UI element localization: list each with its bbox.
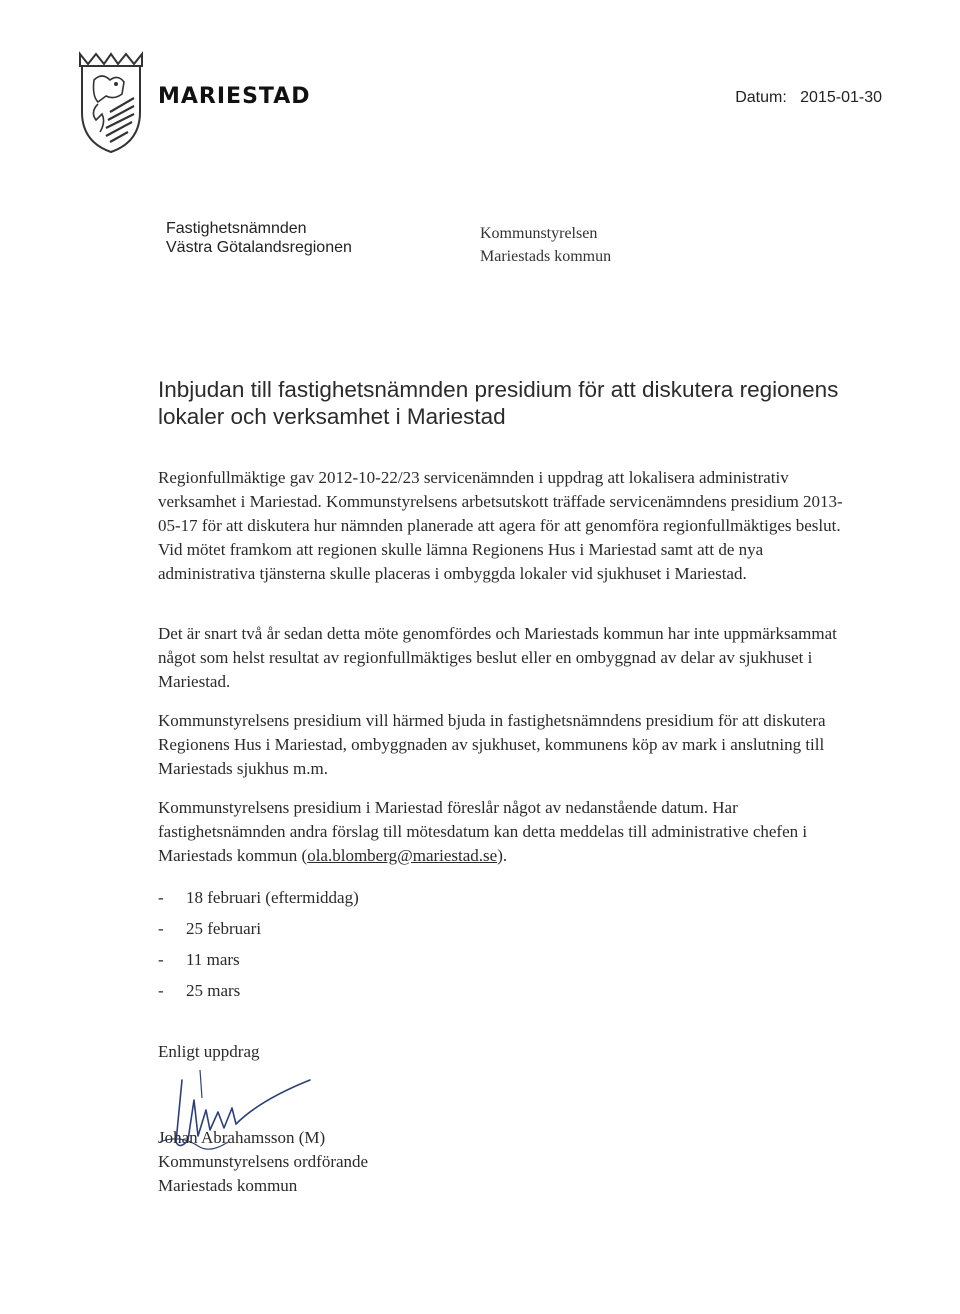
recipient-address [480,222,611,268]
signer-name: Johan Abrahamsson (M) [158,1128,326,1147]
sender-address [166,219,352,257]
recipient-line-1: Kommunstyrelsen [480,225,598,242]
body-paragraph-3: Kommunstyrelsens presidium vill härmed bjuda in fastighetsnämndens presidium för att diskutera Regionens Hus i Mariestad, ombyggnaden av sjukhuset, kommunens köp av mark i anslutning till Mariestads sjukhus m.m. [158,711,826,778]
paragraph-4-end: ). [497,846,508,865]
signature-block [158,1126,368,1198]
recipient-line-2: Mariestads kommun [480,248,612,265]
signer-role: Kommunstyrelsens ordförande [158,1152,369,1171]
date-option: 25 mars [186,981,241,1000]
date-label: Datum: [735,89,787,106]
sender-line-2: Västra Götalandsregionen [166,239,352,256]
list-dash: - [158,919,164,938]
list-item [158,882,359,913]
list-item [158,975,359,1006]
body-paragraph-1: Regionfullmäktige gav 2012-10-22/23 servicenämnden i uppdrag att lokalisera administrativ verksamhet i Mariestad. Kommunstyrelsens arbetsutskott träffade servicenämndens presidium 2013-05-17 för att diskutera hur nämnden planerade att agera för att genomföra regionfullmäktiges beslut. Vid mötet framkom att regionen skulle lämna Regionens Hus i Mariestad samt att de nya administrativa tjänsterna skulle placeras i ombyggda lokaler vid sjukhuset i Mariestad. [158,468,843,583]
date-option: 25 februari [186,919,262,938]
email-link[interactable]: ola.blomberg@mariestad.se [307,846,498,865]
paragraph-4-text: Kommunstyrelsens presidium i Mariestad föreslår något av nedanstående datum. Har fastighetsnämnden andra förslag till mötesdatum kan detta meddelas till administrative chefen i Mariestads kommun ( [158,798,808,865]
list-dash: - [158,888,164,907]
body-paragraph-4 [158,796,858,868]
date-option: 11 mars [186,950,240,969]
date-option: 18 februari (eftermiddag) [186,888,359,907]
date-value: 2015-01-30 [800,89,882,106]
brand-name: MARIESTAD [158,84,311,109]
list-dash: - [158,950,164,969]
proposed-dates-list [158,882,359,1006]
letter-title: Inbjudan till fastighetsnämnden presidium för att diskutera regionens lokaler och verksamhet i Mariestad [158,377,839,429]
list-dash: - [158,981,164,1000]
body-paragraph-2: Det är snart två år sedan detta möte genomfördes och Mariestads kommun har inte uppmärksammat något som helst resultat av regionfullmäktiges beslut eller en ombyggnad av delar av sjukhuset i Mariestad. [158,624,837,691]
sender-line-1: Fastighetsnämnden [166,220,307,237]
date-line [735,89,882,107]
signer-organisation: Mariestads kommun [158,1176,298,1195]
list-item [158,944,359,975]
signature-closing: Enligt uppdrag [158,1042,260,1061]
list-item [158,913,359,944]
mariestad-coat-of-arms-logo [76,50,146,154]
